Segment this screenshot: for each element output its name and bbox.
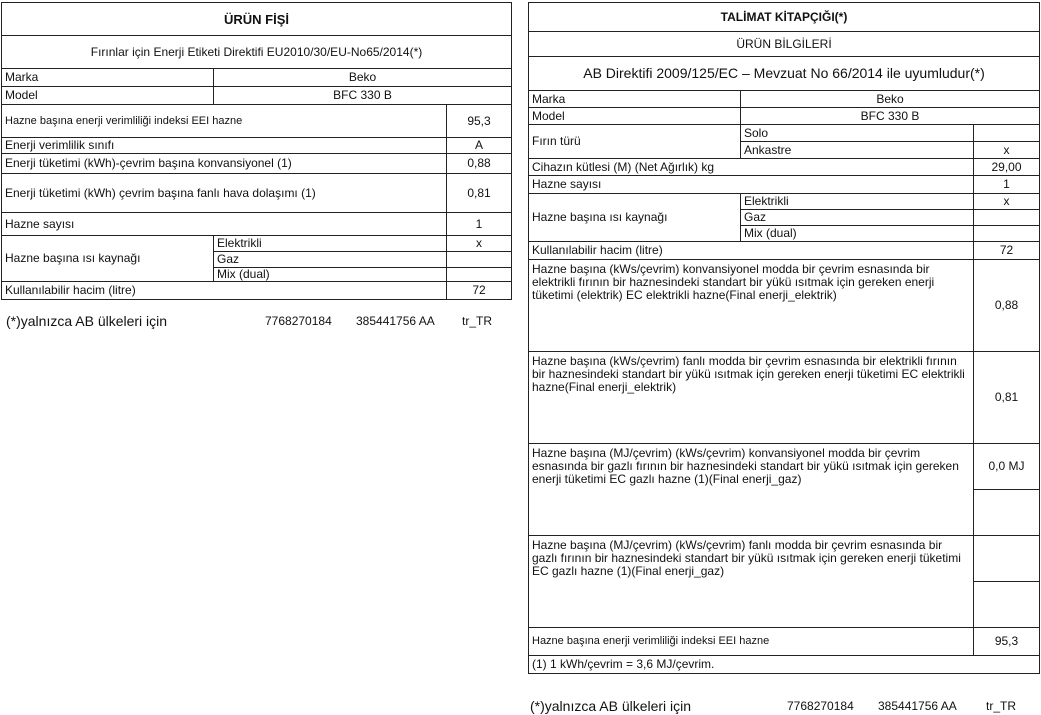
fan-consumption-value: 0,81 (447, 174, 512, 213)
oven-type-mark: x (974, 142, 1040, 159)
energy-class-label: Enerji verimlilik sınıfı (2, 138, 447, 154)
sheet-title: ÜRÜN FİŞİ (2, 3, 512, 36)
ec-fan-electric-value: 0,81 (974, 352, 1040, 444)
volume-label: Kullanılabilir hacim (litre) (2, 282, 447, 300)
footer-code: 7768270184 (265, 314, 332, 328)
heat-source-label: Hazne başına ısı kaynağı (2, 236, 214, 282)
cavity-count-value: 1 (974, 176, 1040, 194)
ec-conventional-electric-value: 0,88 (974, 260, 1040, 352)
eei-label: Hazne başına enerji verimliliği indeksi EEI hazne (2, 105, 447, 138)
oven-type-label: Fırın türü (529, 125, 741, 159)
footer-note: (*)yalnızca AB ülkeleri için (530, 698, 692, 714)
ec-conventional-gas-blank (974, 490, 1040, 536)
heat-option: Elektrikli (741, 194, 974, 210)
heat-mark: x (974, 194, 1040, 210)
brand-label: Marka (2, 69, 214, 87)
ec-fan-electric-label: Hazne başına (kWs/çevrim) fanlı modda bir çevrim esnasında bir elektrikli fırının bir haznesindeki standart bir yükü ısıtmak için gereken enerji tüketimi EC elektrikli hazne(Final enerji_elektrik) (529, 352, 974, 444)
heat-option: Elektrikli (214, 236, 447, 252)
ec-conventional-gas-value: 0,0 MJ (974, 444, 1040, 490)
ec-fan-gas-blank (974, 582, 1040, 628)
mass-value: 29,00 (974, 159, 1040, 176)
mass-label: Cihazın kütlesi (M) (Net Ağırlık) kg (529, 159, 974, 176)
heat-mark (447, 252, 512, 268)
volume-label: Kullanılabilir hacim (litre) (529, 242, 974, 260)
ec-conventional-gas-label: Hazne başına (MJ/çevrim) (kWs/çevrim) konvansiyonel modda bir çevrim esnasında bir gazlı fırının bir haznesindeki standart bir yükü ısıtmak için gereken enerji tüketimi EC gazlı hazne (1)(Final enerji_gaz) (529, 444, 974, 536)
eei-value: 95,3 (974, 628, 1040, 656)
cavity-count-label: Hazne sayısı (2, 213, 447, 236)
instruction-table (528, 2, 1040, 674)
brand-value: Beko (741, 91, 1040, 108)
oven-type-mark (974, 125, 1040, 142)
booklet-title: TALİMAT KİTAPÇIĞI(*) (529, 3, 1040, 32)
instruction-booklet (528, 2, 1040, 674)
conventional-consumption-value: 0,88 (447, 154, 512, 174)
footer-lang: tr_TR (462, 314, 492, 328)
heat-option: Gaz (741, 210, 974, 226)
ec-conventional-electric-label: Hazne başına (kWs/çevrim) konvansiyonel modda bir çevrim esnasında bir elektrikli fırının bir haznesindeki standart bir yükü ısıtmak için gereken enerji tüketimi (elektrik) EC elektrikli hazne(Final enerji_elektrik) (529, 260, 974, 352)
brand-label: Marka (529, 91, 741, 108)
ec-fan-gas-label: Hazne başına (MJ/çevrim) (kWs/çevrim) fanlı modda bir çevrim esnasında bir gazlı fırının bir haznesindeki standart bir yükü ısıtmak için gereken enerji tüketimi EC gazlı hazne (1)(Final enerji_gaz) (529, 536, 974, 628)
heat-source-label: Hazne başına ısı kaynağı (529, 194, 741, 242)
model-label: Model (529, 108, 741, 125)
heat-mark: x (447, 236, 512, 252)
volume-value: 72 (447, 282, 512, 300)
footer-lang: tr_TR (986, 699, 1016, 713)
ec-fan-gas-value (974, 536, 1040, 582)
model-value: BFC 330 B (214, 87, 512, 105)
sheet-footer (6, 313, 506, 329)
conventional-consumption-label: Enerji tüketimi (kWh)-çevrim başına konvansiyonel (1) (2, 154, 447, 174)
product-sheet-table (1, 2, 512, 300)
booklet-subtitle: ÜRÜN BİLGİLERİ (529, 32, 1040, 57)
directive-text: AB Direktifi 2009/125/EC – Mevzuat No 66/2014 ile uyumludur(*) (529, 57, 1040, 91)
heat-mark (974, 210, 1040, 226)
heat-option: Mix (dual) (214, 268, 447, 282)
booklet-footer (530, 698, 1035, 714)
oven-type-option: Ankastre (741, 142, 974, 159)
heat-mark (447, 268, 512, 282)
fan-consumption-label: Enerji tüketimi (kWh) çevrim başına fanlı hava dolaşımı (1) (2, 174, 447, 213)
energy-class-value: A (447, 138, 512, 154)
footer-note: (*)yalnızca AB ülkeleri için (6, 313, 168, 329)
footer-code: 385441756 AA (878, 699, 957, 713)
heat-option: Mix (dual) (741, 226, 974, 242)
heat-mark (974, 226, 1040, 242)
eei-value: 95,3 (447, 105, 512, 138)
heat-option: Gaz (214, 252, 447, 268)
model-label: Model (2, 87, 214, 105)
sheet-subtitle: Fırınlar için Enerji Etiketi Direktifi EU2010/30/EU-No65/2014(*) (2, 36, 512, 69)
conversion-note: (1) 1 kWh/çevrim = 3,6 MJ/çevrim. (529, 656, 1040, 674)
model-value: BFC 330 B (741, 108, 1040, 125)
cavity-count-value: 1 (447, 213, 512, 236)
footer-code: 385441756 AA (356, 314, 435, 328)
eei-label: Hazne başına enerji verimliliği indeksi EEI hazne (529, 628, 974, 656)
brand-value: Beko (214, 69, 512, 87)
volume-value: 72 (974, 242, 1040, 260)
product-sheet (1, 2, 512, 300)
footer-code: 7768270184 (787, 699, 854, 713)
oven-type-option: Solo (741, 125, 974, 142)
cavity-count-label: Hazne sayısı (529, 176, 974, 194)
